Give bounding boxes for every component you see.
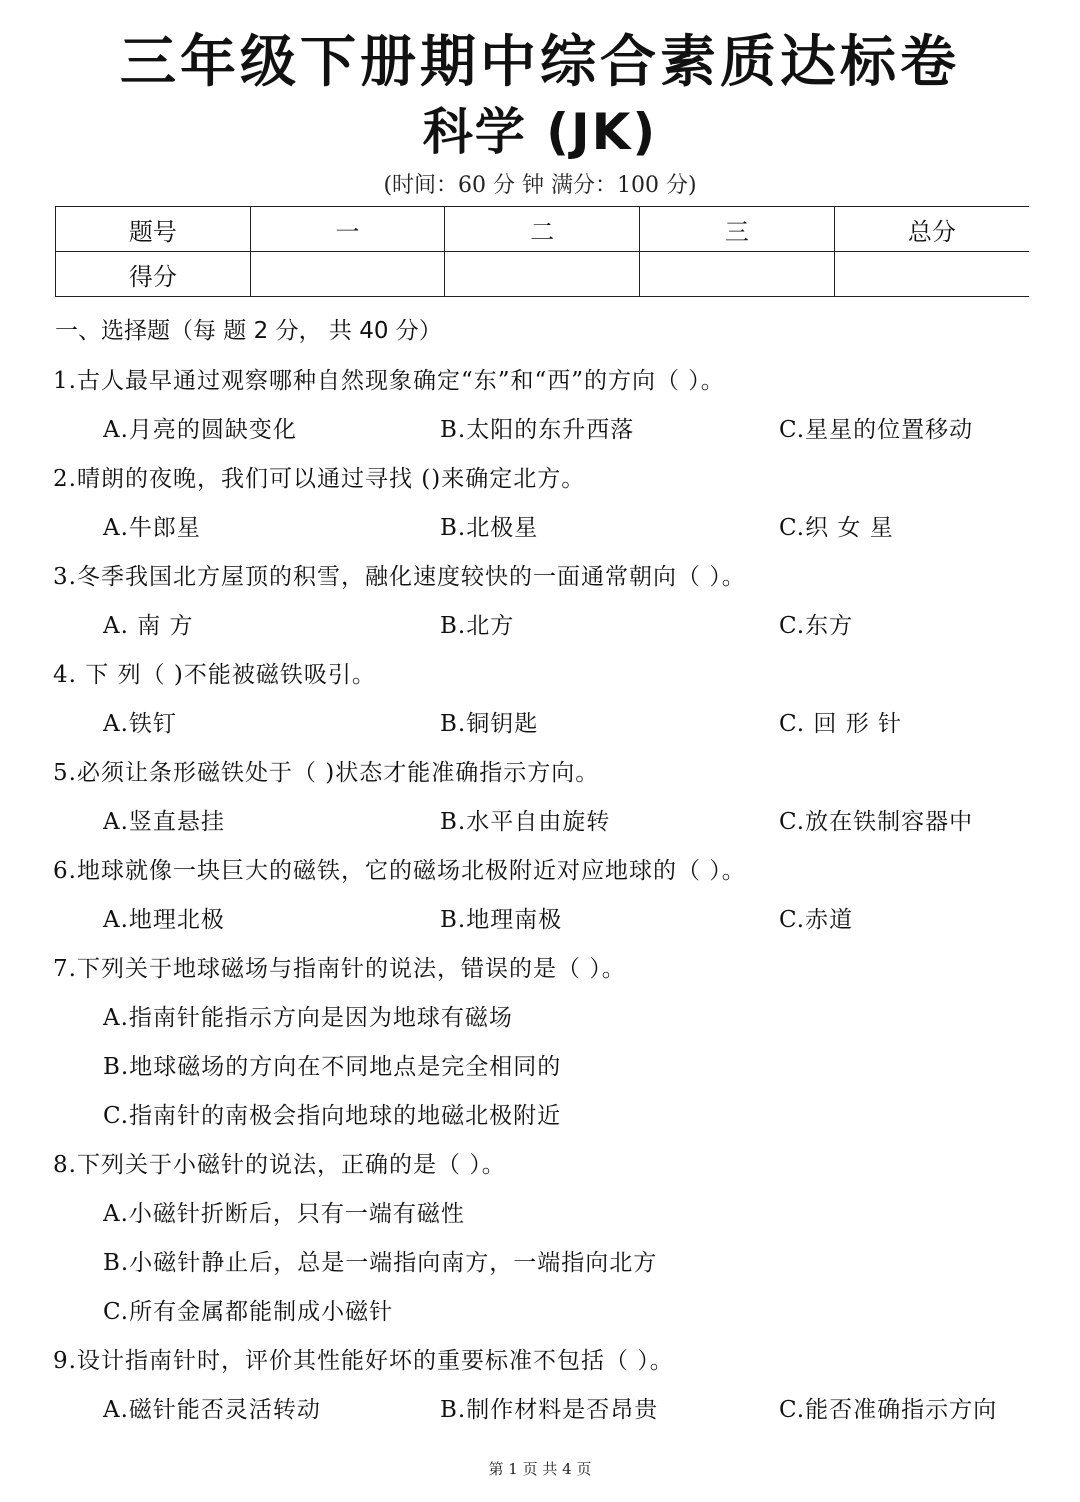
question-1: 1.古人最早通过观察哪种自然现象确定“东”和“西”的方向（ ）。 (53, 368, 725, 394)
question-6: 6.地球就像一块巨大的磁铁，它的磁场北极附近对应地球的（ ）。 (53, 858, 746, 884)
question-3-option-b: B.北方 (440, 613, 515, 639)
question-7-option-c: C.指南针的南极会指向地球的地磁北极附近 (103, 1103, 562, 1129)
score-table (55, 206, 1029, 297)
question-2-option-b: B.北极星 (440, 515, 539, 541)
question-5-option-c: C.放在铁制容器中 (779, 809, 974, 835)
exam-title: 三年级下册期中综合素质达标卷 (120, 30, 960, 95)
question-6-option-b: B.地理南极 (440, 907, 563, 933)
question-7-option-b: B.地球磁场的方向在不同地点是完全相同的 (103, 1054, 562, 1080)
question-6-option-a: A.地理北极 (103, 907, 225, 933)
score-row-label: 得分 (56, 252, 251, 297)
question-8-option-a: A.小磁针折断后，只有一端有磁性 (103, 1201, 465, 1227)
score-header-cell: 二 (445, 207, 640, 252)
score-cell[interactable] (640, 252, 835, 297)
subject-title: 科学 (JK) (422, 103, 658, 161)
question-4-option-b: B.铜钥匙 (440, 711, 539, 737)
question-3-option-c: C.东方 (779, 613, 854, 639)
score-header-cell: 总分 (834, 207, 1029, 252)
score-cell[interactable] (250, 252, 445, 297)
question-3-option-a: A. 南 方 (103, 613, 194, 639)
score-table-header-row (56, 207, 1030, 252)
question-9-option-c: C.能否准确指示方向 (779, 1397, 998, 1423)
score-header-cell: 一 (250, 207, 445, 252)
question-8-option-c: C.所有金属都能制成小磁针 (103, 1299, 394, 1325)
question-9: 9.设计指南针时，评价其性能好坏的重要标准不包括（ ）。 (53, 1348, 674, 1374)
question-4-option-a: A.铁钉 (103, 711, 177, 737)
question-9-option-b: B.制作材料是否昂贵 (440, 1397, 659, 1423)
score-cell[interactable] (834, 252, 1029, 297)
question-8: 8.下列关于小磁针的说法，正确的是（ ）。 (53, 1152, 506, 1178)
question-4: 4. 下 列（ )不能被磁铁吸引。 (53, 662, 376, 688)
page-footer: 第 1 页 共 4 页 (488, 1460, 592, 1478)
question-1-option-c: C.星星的位置移动 (779, 417, 974, 443)
question-3: 3.冬季我国北方屋顶的积雪，融化速度较快的一面通常朝向（ ）。 (53, 564, 746, 590)
score-header-cell: 题号 (56, 207, 251, 252)
question-5-option-a: A.竖直悬挂 (103, 809, 225, 835)
question-8-option-b: B.小磁针静止后，总是一端指向南方，一端指向北方 (103, 1250, 658, 1276)
time-info: (时间：60 分 钟 满分：100 分) (383, 173, 697, 198)
question-2-option-c: C.织 女 星 (779, 515, 894, 541)
question-5: 5.必须让条形磁铁处于（ )状态才能准确指示方向。 (53, 760, 600, 786)
question-9-option-a: A.磁针能否灵活转动 (103, 1397, 321, 1423)
question-5-option-b: B.水平自由旋转 (440, 809, 611, 835)
question-2: 2.晴朗的夜晚，我们可以通过寻找 ()来确定北方。 (53, 466, 586, 492)
score-table-score-row (56, 252, 1030, 297)
question-7-option-a: A.指南针能指示方向是因为地球有磁场 (103, 1005, 513, 1031)
question-1-option-b: B.太阳的东升西落 (440, 417, 635, 443)
question-1-option-a: A.月亮的圆缺变化 (103, 417, 297, 443)
question-6-option-c: C.赤道 (779, 907, 854, 933)
question-2-option-a: A.牛郎星 (103, 515, 201, 541)
question-4-option-c: C. 回 形 针 (779, 711, 903, 737)
section-title: 一、选择题（每 题 2 分， 共 40 分） (55, 318, 442, 344)
score-cell[interactable] (445, 252, 640, 297)
question-7: 7.下列关于地球磁场与指南针的说法，错误的是（ ）。 (53, 956, 626, 982)
score-header-cell: 三 (640, 207, 835, 252)
